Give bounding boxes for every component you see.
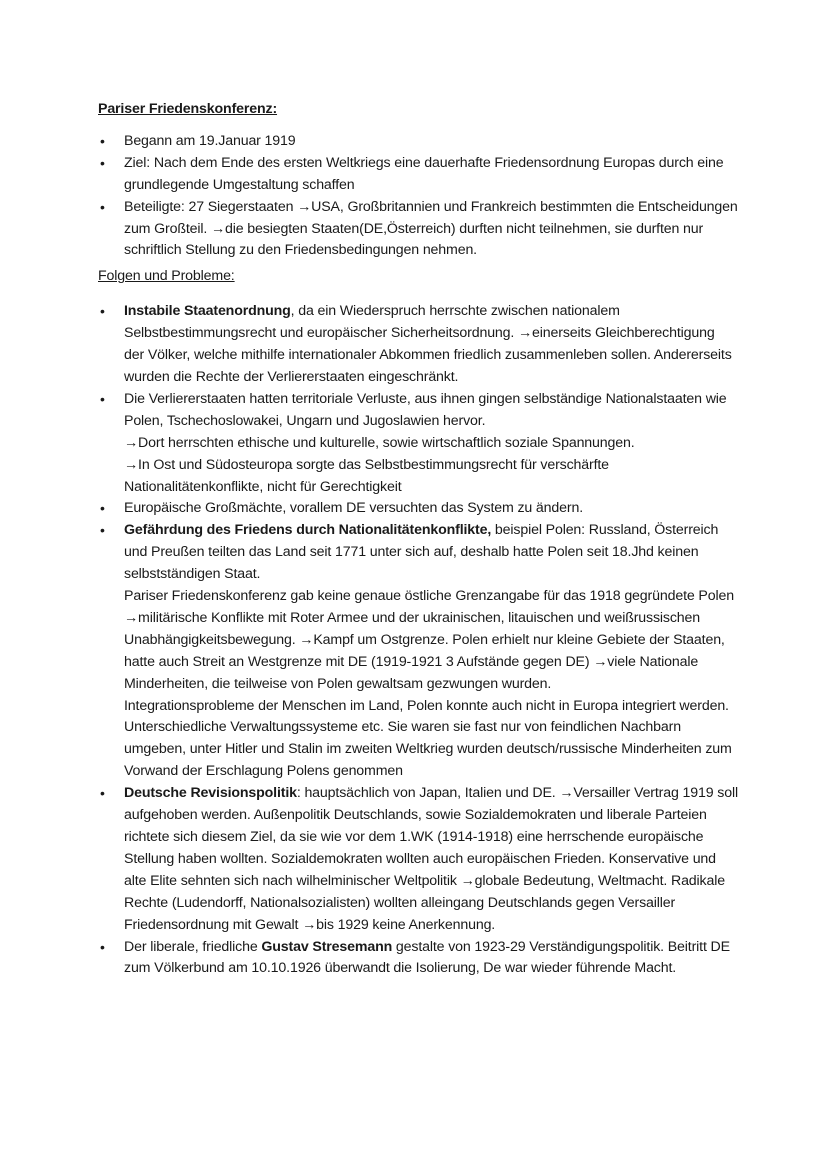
bullet-text-prefix: Der liberale, friedliche (124, 938, 262, 955)
bullet-icon: • (100, 198, 105, 215)
bullet-icon: • (100, 303, 105, 320)
bullet-text: gestalte von 1923-29 Verständigungspolitik. Beitritt DE zum Völkerbund am 10.10.1926 überwandt die Isolierung, De war wieder führende Macht. (124, 938, 730, 977)
bullet-text: , da ein Wiederspruch herrschte zwischen nationalem Selbstbestimmungsrecht und europäischer Sicherheitsordnung. →einerseits Gleichberechtigung der Völker, welche mithilfe internationaler Abkommen friedlich zusammenleben sollen. Andererseits wurden die Rechte der Verliererstaaten eingeschränkt. (124, 303, 732, 385)
list-item (98, 520, 738, 783)
bullet-subparagraph: Pariser Friedenskonferenz gab keine genaue östliche Grenzangabe für das 1918 gegründete Polen →militärische Konflikte mit Roter Armee und der ukrainischen, litauischen und weißrussischen Unabhängigkeitsbewegung. →Kampf um Ostgrenze. Polen erhielt nur kleine Gebiete der Staaten, hatte auch Streit an Westgrenze mit DE (1919-1921 3 Aufstände gegen DE) →viele Nationale Minderheiten, die teilweise von Polen gewaltsam gezwungen wurden. (124, 588, 734, 692)
bullet-icon: • (100, 522, 105, 539)
bullet-icon: • (100, 500, 105, 517)
bullet-keyword: Deutsche Revisionspolitik (124, 785, 297, 802)
list-conference-facts (98, 131, 738, 262)
bullet-keyword: Gefährdung des Friedens durch Nationalitätenkonflikte, (124, 522, 492, 539)
bullet-keyword: Gustav Stresemann (261, 938, 393, 955)
bullet-icon: • (100, 938, 105, 955)
bullet-icon: • (100, 785, 105, 802)
bullet-subparagraph: →Dort herrschten ethische und kulturelle, sowie wirtschaftlich soziale Spannungen. (124, 434, 635, 451)
list-item (98, 389, 738, 499)
heading-pariser-friedenskonferenz: Pariser Friedenskonferenz: (98, 101, 278, 117)
bullet-icon: • (100, 132, 105, 149)
bullet-text: Begann am 19.Januar 1919 (124, 132, 296, 149)
list-item (98, 498, 738, 520)
heading-folgen-und-probleme: Folgen und Probleme: (98, 268, 235, 285)
list-item (98, 301, 738, 389)
bullet-icon: • (100, 154, 105, 171)
bullet-text: Europäische Großmächte, vorallem DE versuchten das System zu ändern. (124, 500, 583, 517)
document-page (98, 99, 738, 980)
bullet-text: Beteiligte: 27 Siegerstaaten →USA, Großbritannien und Frankreich bestimmten die Entscheidungen zum Großteil. →die besiegten Staaten(DE,Österreich) durften nicht teilnehmen, sie durften nur schriftlich Stellung zu den Friedensbedingungen nehmen. (124, 198, 738, 259)
list-item (98, 783, 738, 936)
list-item (98, 937, 738, 981)
bullet-subparagraph: Integrationsprobleme der Menschen im Land, Polen konnte auch nicht in Europa integriert werden. Unterschiedliche Verwaltungssysteme etc. Sie waren sie fast nur von feindlichen Nachbarn umgeben, unter Hitler und Stalin im zweiten Weltkrieg wurden deutsch/russische Minderheiten zum Vorwand der Erschlagung Polens genommen (124, 697, 732, 780)
bullet-text: : hauptsächlich von Japan, Italien und DE. →Versailler Vertrag 1919 soll aufgehoben werden. Außenpolitik Deutschlands, sowie Sozialdemokraten und liberale Parteien richtete sich diesem Ziel, da sie wie vor dem 1.WK (1914-1918) eine herrschende europäische Stellung haben wollten. Sozialdemokraten wollten auch europäischen Frieden. Konservative und alte Elite sehnten sich nach wilhelminischer Weltpolitik →globale Bedeutung, Weltmacht. Radikale Rechte (Ludendorff, Nationalsozialisten) wollten alleingang Deutschlands gegen Versailler Friedensordnung mit Gewalt →bis 1929 keine Anerkennung. (124, 785, 738, 933)
bullet-text: beispiel Polen: Russland, Österreich und Preußen teilten das Land seit 1771 unter sich auf, deshalb hatte Polen seit 18.Jhd keinen selbstständigen Staat. (124, 522, 719, 583)
bullet-subparagraph: →In Ost und Südosteuropa sorgte das Selbstbestimmungsrecht für verschärfte Nationalitätenkonflikte, nicht für Gerechtigkeit (124, 456, 609, 495)
bullet-keyword: Instabile Staatenordnung (124, 303, 291, 320)
bullet-text: Ziel: Nach dem Ende des ersten Weltkriegs eine dauerhafte Friedensordnung Europas durch eine grundlegende Umgestaltung schaffen (124, 154, 724, 193)
list-item (98, 153, 738, 197)
list-consequences (98, 301, 738, 980)
bullet-text: Die Verliererstaaten hatten territoriale Verluste, aus ihnen gingen selbständige Nationalstaaten wie Polen, Tschechoslowakei, Ungarn und Jugoslawien hervor. (124, 390, 727, 429)
list-item (98, 197, 738, 263)
list-item (98, 131, 738, 153)
bullet-icon: • (100, 390, 105, 407)
